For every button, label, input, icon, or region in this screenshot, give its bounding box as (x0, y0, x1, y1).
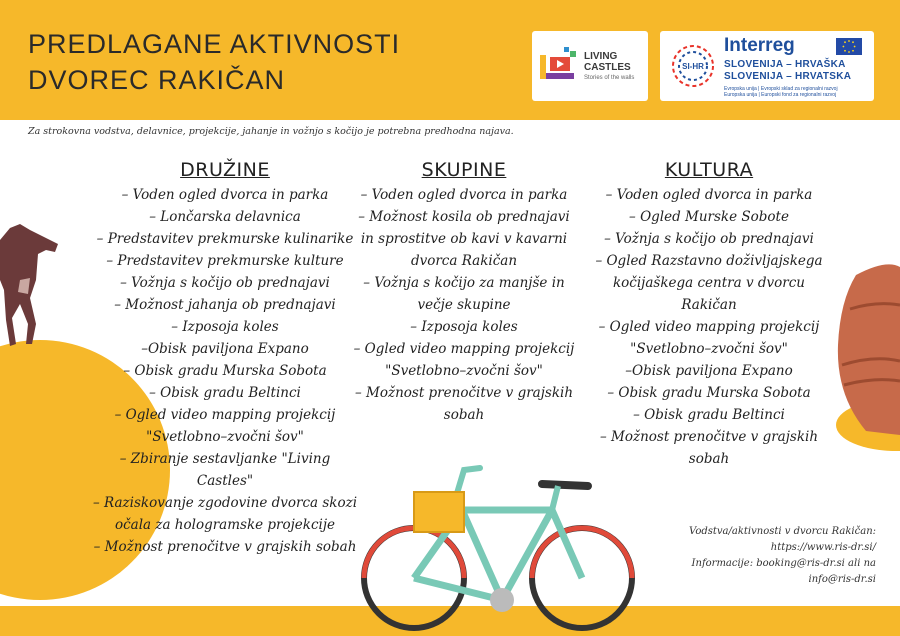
contact-website-link[interactable]: https://www.ris-dr.si/ (770, 542, 876, 553)
list-item: – Ogled video mapping projekcij "Svetlobno–zvočni šov" (353, 341, 575, 379)
list-item: – Voden ogled dvorca in parka (121, 187, 329, 203)
booking-notice: Za strokovna vodstva, delavnice, projekcije, jahanje in vožnjo s kočijo je potrebna predhodna najava. (28, 126, 514, 137)
list-item: –Obisk paviljona Expano (625, 363, 793, 379)
list-item: – Vožnja s kočijo za manjše in večje skupine (363, 275, 565, 313)
list-item: – Ogled Razstavno doživljajskega kočijaškega centra v dvorcu Rakičan (595, 253, 823, 313)
horse-icon (0, 220, 70, 355)
clay-pot-icon (826, 255, 900, 455)
eu-flag-icon (836, 38, 862, 55)
page-title (28, 26, 400, 98)
list-item: – Obisk gradu Murska Sobota (123, 363, 327, 379)
interreg-fund-sl: Evropska unija | Evropski sklad za regionalni razvoj (724, 86, 838, 92)
interreg-line-1: SLOVENIJA – HRVAŠKA (724, 59, 846, 70)
list-item: – Možnost prenočitve v grajskih sobah (93, 539, 357, 555)
interreg-line-2: SLOVENIJA – HRVATSKA (724, 71, 852, 82)
list-item: – Obisk gradu Beltinci (633, 407, 785, 423)
list-item: – Predstavitev prekmurske kulture (106, 253, 344, 269)
list-item: – Možnost prenočitve v grajskih sobah (599, 429, 819, 467)
living-castles-logo (532, 31, 648, 101)
interreg-fund-hr: Europska unija | Europski fond za regionalni razvoj (724, 92, 837, 98)
contact-email-link[interactable]: info@ris-dr.si (808, 574, 876, 585)
list-item: – Izposoja koles (410, 319, 518, 335)
list-item: – Obisk gradu Murska Sobota (607, 385, 811, 401)
contact-line-1: Vodstva/aktivnosti v dvorcu Rakičan: (689, 526, 876, 537)
list-item: – Voden ogled dvorca in parka (360, 187, 568, 203)
list-item: – Obisk gradu Beltinci (149, 385, 301, 401)
column-kultura (586, 158, 832, 470)
list-item: – Vožnja s kočijo ob prednajavi (604, 231, 814, 247)
list-item: – Izposoja koles (171, 319, 279, 335)
list-skupine (352, 184, 576, 426)
castle-icon (540, 47, 580, 87)
list-item: – Voden ogled dvorca in parka (605, 187, 813, 203)
heading-skupine: SKUPINE (421, 159, 507, 181)
list-item: – Ogled Murske Sobote (629, 209, 789, 225)
list-druzine (90, 184, 360, 558)
contact-info (656, 524, 876, 588)
list-item: – Možnost jahanja ob prednajavi (114, 297, 336, 313)
list-item: – Ogled video mapping projekcij "Svetlobno–zvočni šov" (114, 407, 336, 445)
list-item: – Možnost kosila ob prednajavi in sprostitve ob kavi v kavarni dvorca Rakičan (358, 209, 570, 269)
column-druzine (90, 158, 360, 558)
list-item: – Vožnja s kočijo ob prednajavi (120, 275, 330, 291)
interreg-emblem-icon (666, 39, 720, 93)
interreg-logo (660, 31, 874, 101)
interreg-badge: SI-HR (682, 62, 704, 71)
list-item: – Možnost prenočitve v grajskih sobah (354, 385, 574, 423)
contact-line-3: Informacije: booking@ris-dr.si ali na (691, 558, 876, 569)
heading-kultura: KULTURA (664, 159, 754, 181)
column-skupine (352, 158, 576, 426)
title-line-2: DVOREC RAKIČAN (28, 65, 286, 95)
list-item: – Predstavitev prekmurske kulinarike (96, 231, 354, 247)
list-item: – Lončarska delavnica (149, 209, 301, 225)
interreg-name: Interreg (724, 35, 795, 56)
living-castles-tagline: Stories of the walls (584, 75, 635, 81)
heading-druzine: DRUŽINE (180, 159, 270, 181)
living-castles-name: LIVING CASTLES (584, 51, 631, 73)
list-item: – Zbiranje sestavljanke "Living Castles" (119, 451, 331, 489)
list-item: – Raziskovanje zgodovine dvorca skozi očala za hologramske projekcije (92, 495, 358, 533)
list-kultura (586, 184, 832, 470)
list-item: – Ogled video mapping projekcij "Svetlobno–zvočni šov" (598, 319, 820, 357)
list-item: –Obisk paviljona Expano (141, 341, 309, 357)
bicycle-icon (352, 450, 642, 636)
title-line-1: PREDLAGANE AKTIVNOSTI (28, 29, 401, 59)
